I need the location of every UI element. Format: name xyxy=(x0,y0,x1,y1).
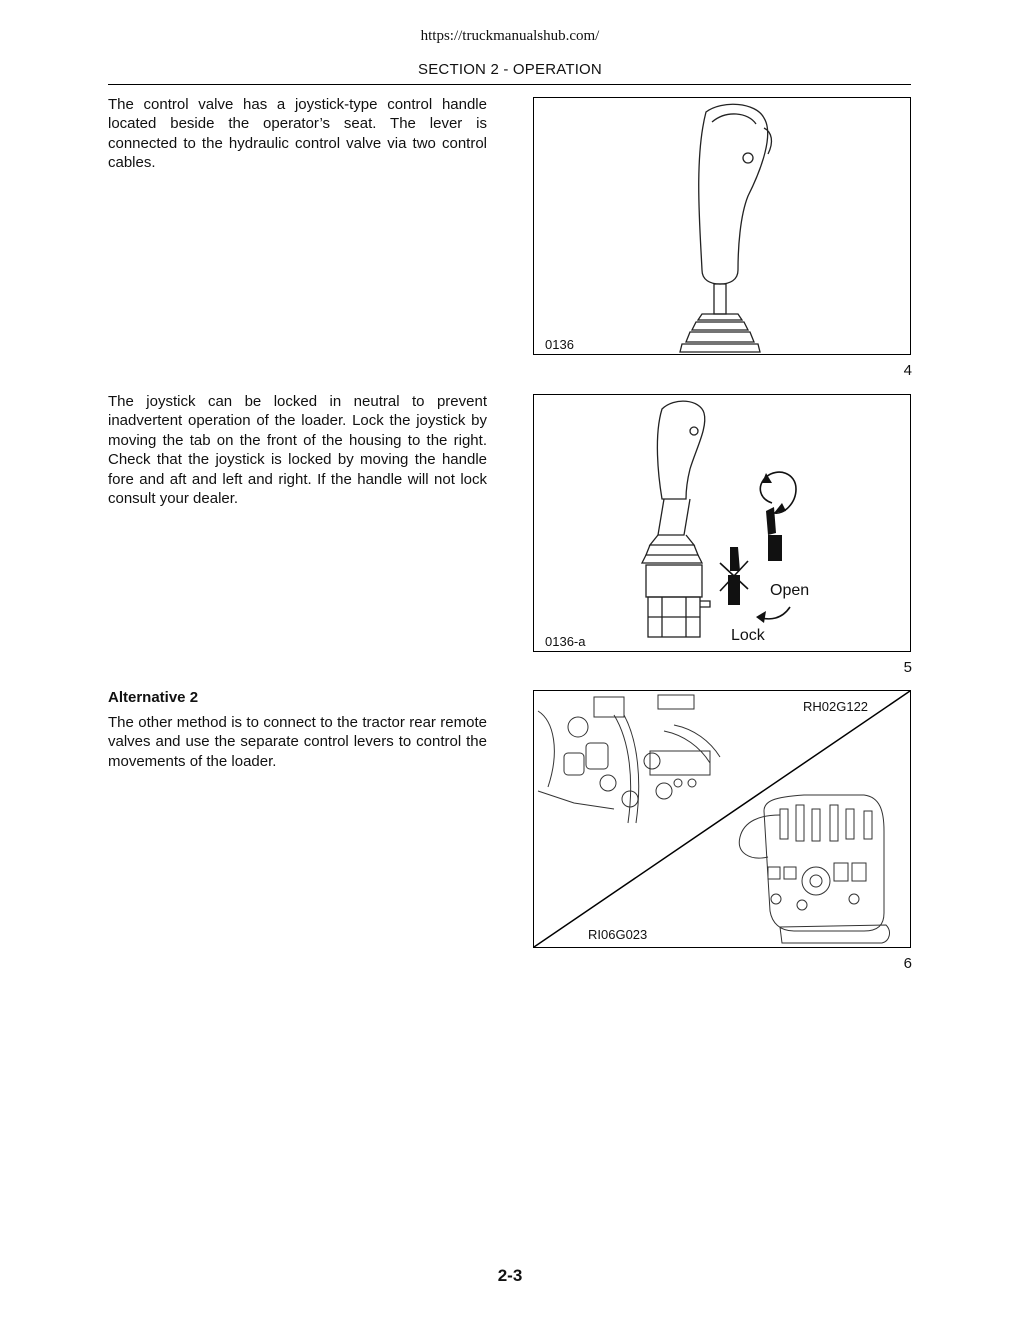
figure-joystick-handle xyxy=(533,97,911,355)
figure-code: 0136-a xyxy=(545,634,586,649)
source-url: https://truckmanualshub.com/ xyxy=(420,28,600,44)
paragraph-alternative-2: The other method is to connect to the tractor rear remote valves and use the separate control levers to control the movements of the loader. xyxy=(108,714,487,770)
figure-code-top: RH02G122 xyxy=(803,699,869,714)
remote-valves-illustration xyxy=(534,691,910,947)
figure-number: 5 xyxy=(903,659,912,676)
callout-open: Open xyxy=(770,582,810,599)
figure-number: 4 xyxy=(903,362,912,379)
callout-lock: Lock xyxy=(731,627,765,644)
header-divider xyxy=(108,84,911,85)
joystick-handle-illustration xyxy=(534,98,910,354)
page-number: 2-3 xyxy=(497,1266,523,1285)
paragraph-joystick-description: The control valve has a joystick-type control handle located beside the operator’s seat. The lever is connected to the hydraulic control valve via two control cables. xyxy=(108,96,487,172)
figure-joystick-lock xyxy=(533,394,911,652)
joystick-lock-illustration xyxy=(534,395,910,651)
figure-code-bottom: RI06G023 xyxy=(588,927,648,942)
paragraph-joystick-lock: The joystick can be locked in neutral to prevent inadvertent operation of the loader. Lock the joystick by moving the tab on the front of the housing to the right. Check that the joystick is locked by moving the handle fore and aft and left and right. If the handle will not lock consult your dealer. xyxy=(108,393,487,508)
section-title: SECTION 2 - OPERATION xyxy=(418,61,602,78)
figure-number: 6 xyxy=(903,955,912,972)
figure-remote-valves xyxy=(533,690,911,948)
subheading-alternative-2: Alternative 2 xyxy=(108,689,199,706)
figure-code: 0136 xyxy=(545,337,574,352)
